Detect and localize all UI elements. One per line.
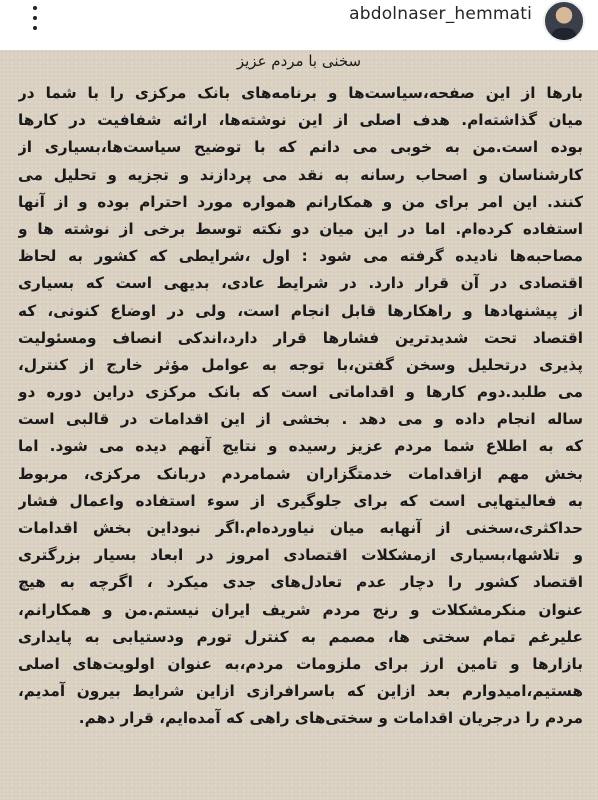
text-line: اقتصاد کشور را دچار عدم تعادل‌های جدی میکرد ، اگرچه به هیچ	[18, 573, 583, 592]
text-line: میان گذاشته‌ام. هدف اصلی از این نوشته‌ها، ارائه شفافیت در کارها	[18, 111, 583, 130]
post-title: سخنی با مردم عزیز	[236, 52, 362, 70]
post-image	[0, 50, 598, 800]
text-line: بوده است.من به خوبی می دانم که با توضیح سیاست‌ها،بسیاری از	[18, 138, 583, 157]
text-line: هستیم،امیدوارم بعد ازاین که باسرافرازی ازاین شرایط بیرون آمدیم،	[18, 682, 583, 701]
text-line: و تلاشها،بسیاری ازمشکلات اقتصادی امروز در ابعاد بسیار بزرگتری	[18, 546, 583, 565]
dot-3	[33, 26, 37, 30]
post-header	[0, 0, 598, 50]
text-line: عنوان منکرمشکلات و رنج مردم شریف ایران نیستم.من و همکارانم،	[18, 600, 583, 619]
text-line: بارها از این صفحه،سیاست‌ها و برنامه‌های بانک مرکزی را با شما در	[18, 84, 583, 102]
post-body-text	[18, 80, 583, 733]
text-line: بازارها و تامین ارز برای ملزومات مردم،به عنوان اولویت‌های اصلی	[18, 654, 583, 673]
text-line: از پیشنهادها و راهکارها قابل انجام است، ولی در اوضاع کنونی، که	[18, 301, 583, 320]
text-line: مصاحبه‌ها نادیده گرفته می شود : اول ،شرایطی که کشور به لحاظ	[18, 247, 583, 266]
text-line: علیرغم تمام سختی ها، مصمم به کنترل تورم ودستیابی به پایداری	[18, 627, 583, 646]
text-line: ساله انجام داده و می دهد . بخشی از این اقدامات در قالبی است	[18, 410, 583, 429]
dot-2	[33, 16, 37, 20]
more-options-icon[interactable]	[27, 6, 43, 30]
text-line: کارشناسان و اصحاب رسانه به نقد می پردازند و تجزیه و تحلیل می	[18, 165, 583, 184]
username-link[interactable]: abdolnaser_hemmati	[349, 4, 532, 24]
text-line: می طلبد.دوم کارها و اقداماتی است که بانک مرکزی دراین دوره دو	[18, 383, 583, 402]
text-line: به فعالیتهایی است که برای جلوگیری از سوء استفاده واعمال فشار	[18, 491, 583, 510]
text-line: اقتصادی در آن قرار دارد. در شرایط عادی، بدیهی است که بسیاری	[18, 274, 583, 293]
text-line: که به اطلاع شما مردم عزیز رسیده و نتایج آنهم دیده می شود. اما	[18, 437, 583, 456]
text-line: استفاده کرده‌ام. اما در این میان دو نکته توسط برخی از نوشته ها و	[18, 219, 583, 238]
text-line: کنند. این امر برای من و همکارانم همواره مورد احترام بوده و از آنها	[18, 192, 583, 211]
text-line: پذیری درتحلیل وسخن گفتن،با توجه به عوامل مؤثر خارج از کنترل،	[18, 355, 583, 374]
text-line: اقتصاد تحت شدیدترین فشارها قرار دارد،اندکی انصاف ومسئولیت	[18, 328, 583, 347]
dot-1	[33, 6, 37, 10]
avatar-figure	[551, 28, 577, 42]
text-line: حداکثری،سخنی از آنهابه میان نیاورده‌ام.اگر نبوداین بخش اقدامات	[18, 519, 583, 537]
profile-avatar[interactable]	[543, 0, 585, 42]
text-line: مردم را درجریان اقدامات و سختی‌های راهی که آمده‌ایم، قرار دهم.	[78, 709, 583, 728]
text-line: بخش مهم ازاقدامات خدمتگزاران شمامردم دربانک مرکزی، مربوط	[18, 464, 583, 483]
